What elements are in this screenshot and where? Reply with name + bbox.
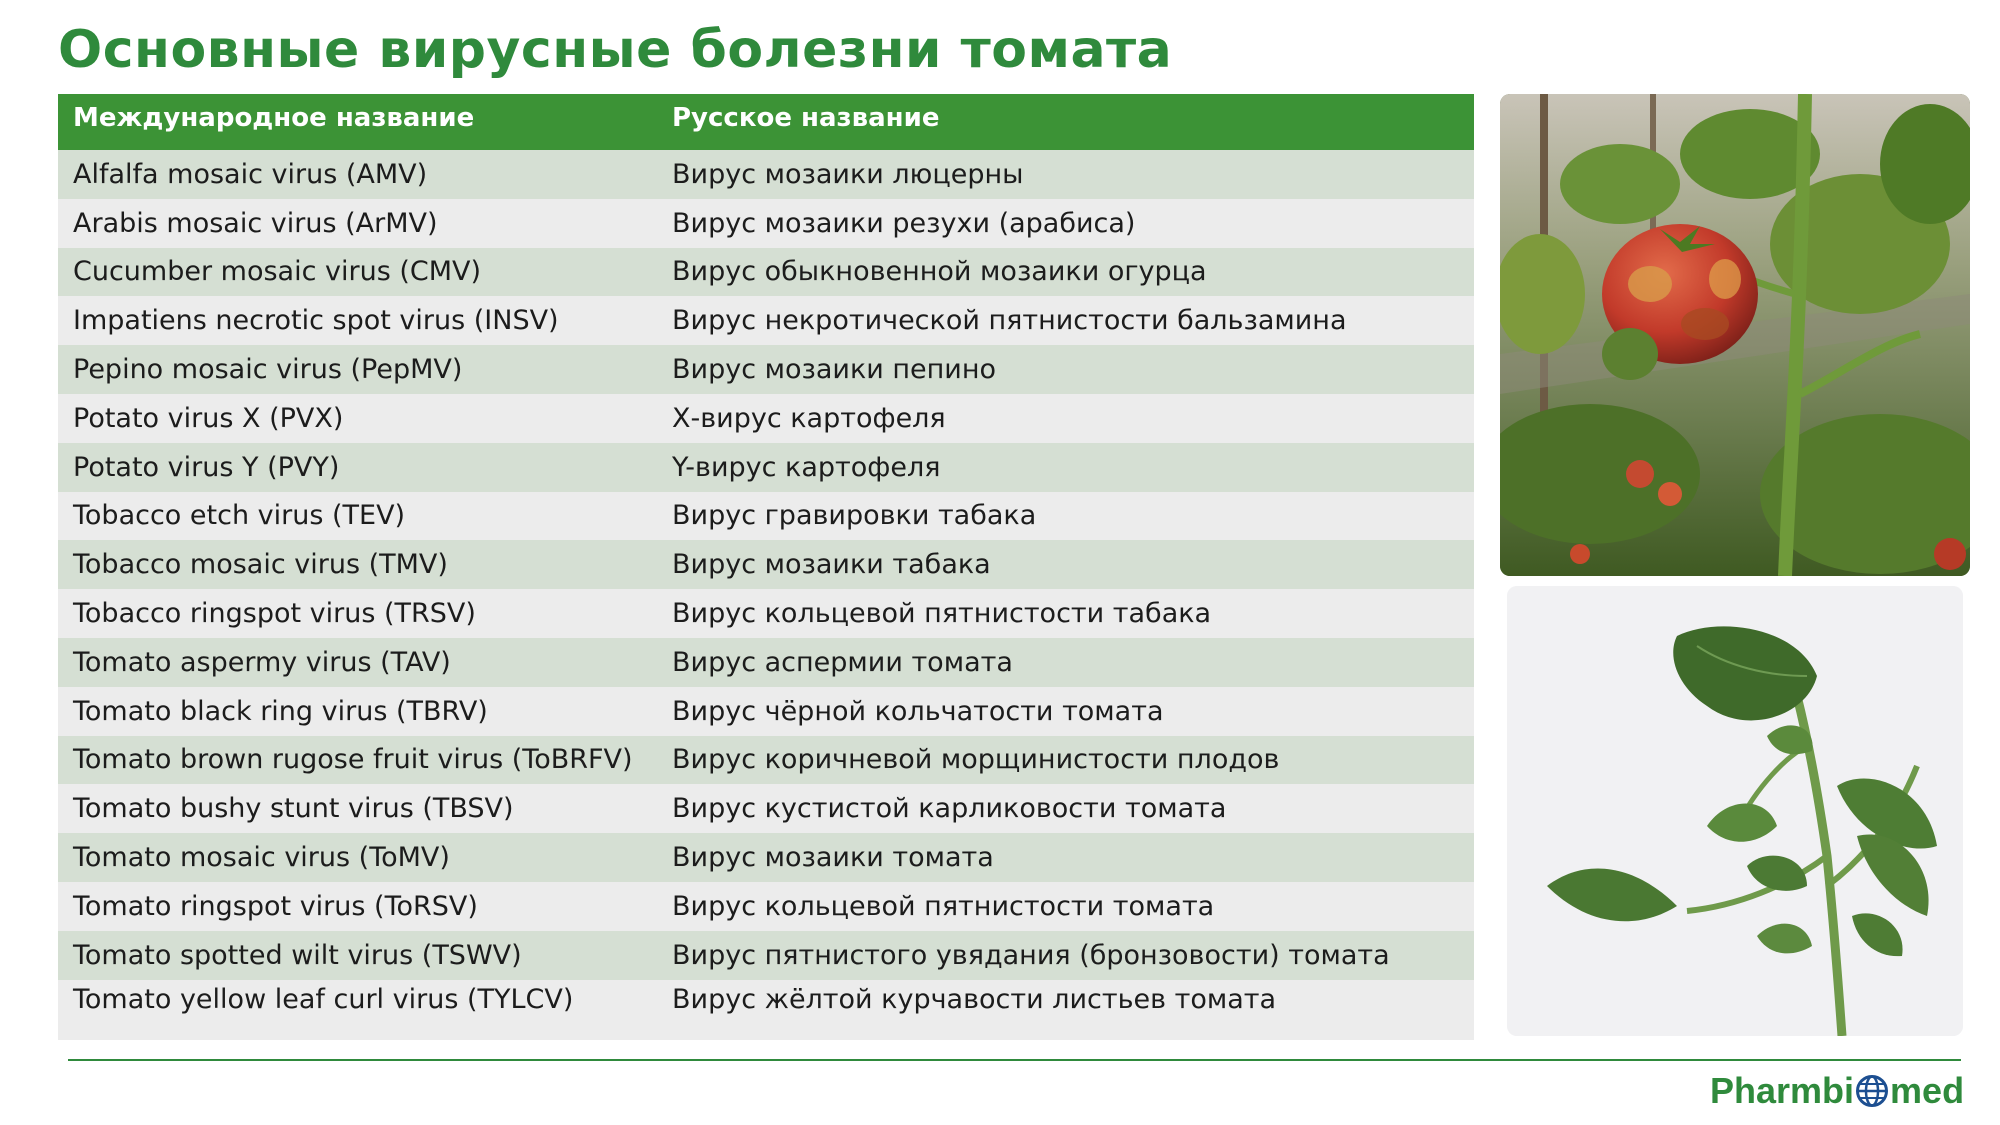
table-row <box>58 248 1474 297</box>
table-row <box>58 638 1474 687</box>
international-name-cell: Tomato brown rugose fruit virus (ToBRFV) <box>58 736 657 785</box>
table-row <box>58 150 1474 199</box>
russian-name-cell: Вирус кольцевой пятнистости табака <box>657 589 1474 638</box>
russian-name-cell: Вирус мозаики табака <box>657 540 1474 589</box>
table-header-row <box>58 94 1474 150</box>
russian-name-cell: Вирус мозаики пепино <box>657 345 1474 394</box>
table-row <box>58 589 1474 638</box>
table-row <box>58 687 1474 736</box>
international-name-cell: Tomato spotted wilt virus (TSWV) <box>58 931 657 980</box>
table-row <box>58 296 1474 345</box>
table-row <box>58 784 1474 833</box>
international-name-cell: Potato virus X (PVX) <box>58 394 657 443</box>
international-name-cell: Potato virus Y (PVY) <box>58 443 657 492</box>
international-name-cell: Tomato ringspot virus (ToRSV) <box>58 882 657 931</box>
international-name-cell: Arabis mosaic virus (ArMV) <box>58 199 657 248</box>
table-row <box>58 736 1474 785</box>
russian-name-cell: Вирус некротической пятнистости бальзамина <box>657 296 1474 345</box>
page-title: Основные вирусные болезни томата <box>58 20 1173 80</box>
virus-table <box>58 94 1474 1040</box>
globe-icon <box>1855 1074 1889 1108</box>
table-body <box>58 150 1474 1040</box>
table-row <box>58 394 1474 443</box>
international-name-cell: Tobacco etch virus (TEV) <box>58 492 657 541</box>
international-name-cell: Impatiens necrotic spot virus (INSV) <box>58 296 657 345</box>
russian-name-cell: Вирус аспермии томата <box>657 638 1474 687</box>
international-name-cell: Alfalfa mosaic virus (AMV) <box>58 150 657 199</box>
table-row <box>58 833 1474 882</box>
russian-name-cell: Вирус чёрной кольчатости томата <box>657 687 1474 736</box>
russian-name-cell: Вирус кольцевой пятнистости томата <box>657 882 1474 931</box>
logo-text-start: Pharmbi <box>1710 1070 1855 1111</box>
table-row <box>58 492 1474 541</box>
tomato-leaf-image <box>1507 586 1963 1036</box>
russian-name-cell: Вирус коричневой морщинистости плодов <box>657 736 1474 785</box>
russian-name-cell: Вирус гравировки табака <box>657 492 1474 541</box>
tomato-plant-image <box>1500 94 1970 576</box>
table-row <box>58 980 1474 1040</box>
russian-name-cell: Вирус обыкновенной мозаики огурца <box>657 248 1474 297</box>
international-name-cell: Tomato bushy stunt virus (TBSV) <box>58 784 657 833</box>
diseased-leaf-photo <box>1507 586 1963 1036</box>
table-row <box>58 443 1474 492</box>
international-name-cell: Tobacco mosaic virus (TMV) <box>58 540 657 589</box>
table-row <box>58 345 1474 394</box>
international-name-cell: Tobacco ringspot virus (TRSV) <box>58 589 657 638</box>
table-row <box>58 882 1474 931</box>
international-name-cell: Tomato black ring virus (TBRV) <box>58 687 657 736</box>
footer-divider <box>68 1059 1961 1061</box>
table-row <box>58 931 1474 980</box>
international-name-cell: Tomato yellow leaf curl virus (TYLCV) <box>58 980 657 1040</box>
international-name-cell: Tomato mosaic virus (ToMV) <box>58 833 657 882</box>
logo-text-end: med <box>1890 1070 1965 1111</box>
column-header-international: Международное название <box>58 94 657 150</box>
russian-name-cell: Y-вирус картофеля <box>657 443 1474 492</box>
russian-name-cell: Вирус кустистой карликовости томата <box>657 784 1474 833</box>
russian-name-cell: Вирус мозаики люцерны <box>657 150 1474 199</box>
russian-name-cell: Вирус жёлтой курчавости листьев томата <box>657 980 1474 1040</box>
table-row <box>58 540 1474 589</box>
russian-name-cell: Вирус мозаики томата <box>657 833 1474 882</box>
international-name-cell: Tomato aspermy virus (TAV) <box>58 638 657 687</box>
international-name-cell: Pepino mosaic virus (PepMV) <box>58 345 657 394</box>
international-name-cell: Cucumber mosaic virus (CMV) <box>58 248 657 297</box>
russian-name-cell: Вирус пятнистого увядания (бронзовости) томата <box>657 931 1474 980</box>
infected-tomato-fruit-photo <box>1500 94 1970 576</box>
table-row <box>58 199 1474 248</box>
russian-name-cell: Х-вирус картофеля <box>657 394 1474 443</box>
russian-name-cell: Вирус мозаики резухи (арабиса) <box>657 199 1474 248</box>
column-header-russian: Русское название <box>657 94 1474 150</box>
pharmbiomed-logo <box>1710 1069 1964 1113</box>
